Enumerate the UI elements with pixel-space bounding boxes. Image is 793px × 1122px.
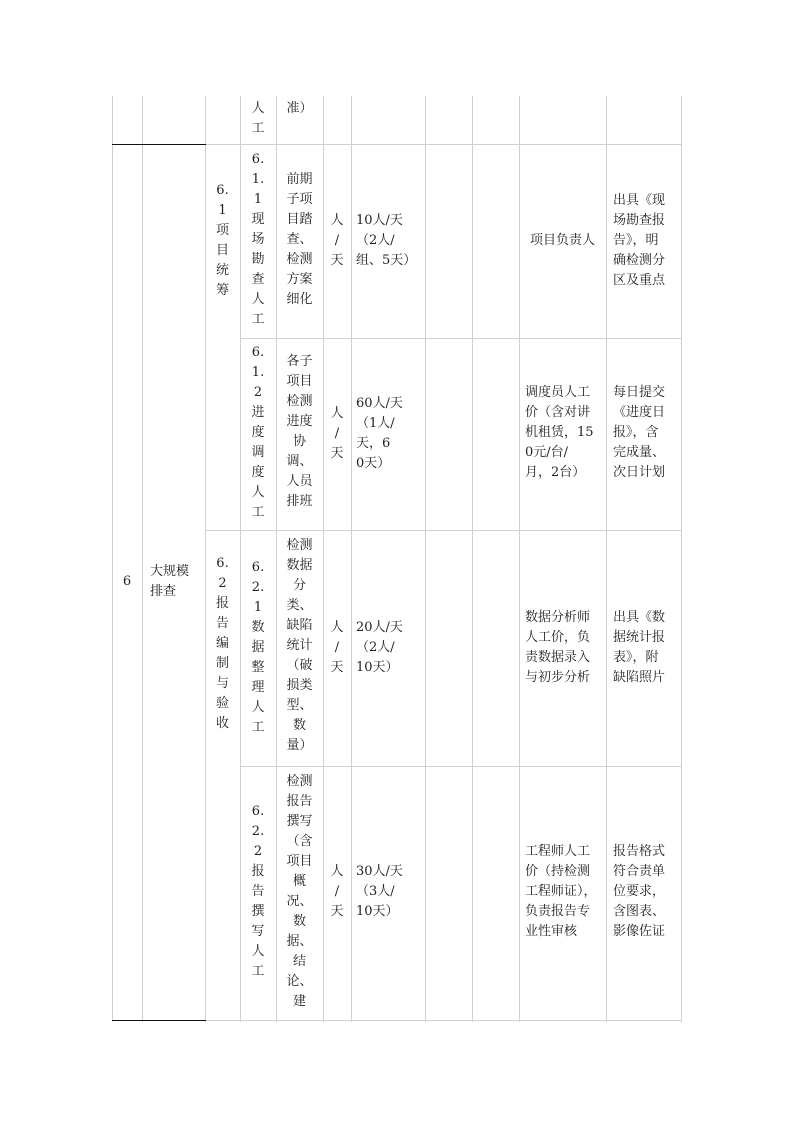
col-divider [112,96,113,1022]
cell-text: 编 [215,636,229,651]
cell-text: 概 [292,874,306,889]
remark-cell [613,608,681,688]
cell-text: 目 [215,243,229,258]
cell-text: 工程师人工 [525,844,591,859]
qty-cell [356,618,425,678]
cell-text: 结 [292,954,306,969]
cell-text: 0天） [356,456,391,471]
cell-text: 人 [251,292,265,307]
cell-text: 6. [216,183,229,198]
cell-text: 告》，明 [613,233,659,248]
cell-text: 理 [251,680,265,695]
cell-text: 进度 [286,414,313,429]
cell-text: 工 [251,505,265,520]
cell-text: 报 [251,864,265,879]
cell-text: 查、 [286,232,313,247]
cell-text: 月，2台） [525,465,586,480]
cell-text: 2 [253,385,263,400]
desc-cell [276,772,323,1012]
cell-text: / [334,884,340,899]
unit-cell [323,862,351,922]
cell-text: 缺陷 [286,618,313,633]
group-seq: 6 [122,574,132,589]
cell-text: 天 [330,660,344,675]
cell-text: 10天） [356,904,399,919]
cell-text: 6. [216,556,229,571]
cell-text: 类、 [286,598,313,613]
cell-text: 20人/天 [356,620,403,635]
cell-text: 人工价，负 [525,630,591,645]
cell-text: 位要求， [613,884,666,899]
cell-text: 含图表、 [613,904,666,919]
cell-text: 1 [218,203,227,218]
cell-text: 0元/台/ [525,445,569,460]
cell-text: 撰写 [286,814,313,829]
cell-text: 项目 [286,374,313,389]
cell-text: 2 [253,844,263,859]
cell-text: 报 [215,596,229,611]
cell-text: 2. [251,580,265,595]
group-name [150,562,205,602]
cell-text: 收 [215,716,229,731]
cell-text: 60人/天 [356,396,403,411]
cell-text: 10天） [356,660,399,675]
cell-text: 人 [330,406,344,421]
cell-text: 前期 [286,172,313,187]
row-divider [205,530,682,531]
cell-text: 表》，附 [613,650,659,665]
cell-text: 符合责单 [613,864,666,879]
cell-text: 方案 [286,272,313,287]
cell-text: 写 [251,924,265,939]
desc-cell [276,352,323,512]
subgroup-project-coordination [205,181,240,301]
desc-cell-partial [276,99,323,119]
cell-text: 出具《现 [613,193,666,208]
cell-text: （2人/ [356,640,395,655]
cell-text: 《进度日 [613,405,666,420]
cell-text: / [334,426,340,441]
cell-text: 6. [251,152,265,167]
cell-text: 责数据录入 [525,650,591,665]
basis-cell [519,231,606,251]
cell-text: 检测 [286,252,313,267]
cell-text: （1人/ [356,416,395,431]
cell-text: 统 [215,263,229,278]
item-cell [240,343,276,523]
cell-text: 1 [253,192,263,207]
cell-text: 场 [251,232,265,247]
cell-text: 数 [251,620,265,635]
cell-text: 报告格式 [613,844,666,859]
cell-text: 人 [330,620,344,635]
cell-text: 损类 [286,678,313,693]
cell-text: 况、 [286,894,313,909]
cell-text: 负责报告专 [525,904,591,919]
item-cell [240,150,276,330]
cell-text: 度 [251,465,265,480]
cell-text: 协 [292,434,306,449]
remark-cell [613,191,681,291]
cell-text: 据统计报 [613,630,666,645]
cell-text: 确检测分 [613,253,666,268]
cell-text: 进 [251,405,265,420]
cell-text: 场勘查报 [613,213,666,228]
cell-text: 天 [330,253,344,268]
cell-text: 撰 [251,904,265,919]
cell-text: 整 [251,660,265,675]
cell-text: 天 [330,446,344,461]
cell-text: （破 [286,658,313,673]
cell-text: 据 [251,640,265,655]
cell-text: 度 [251,425,265,440]
cell-text: 检测 [286,394,313,409]
cell-text: 缺陷照片 [613,670,666,685]
cell-text: 工 [251,312,265,327]
cell-text: 子项 [286,192,313,207]
desc-cell [276,536,323,756]
cell-text: 6. [251,804,265,819]
desc-line: 准） [286,101,313,116]
cell-text: 完成量、 [613,445,666,460]
cell-text: 检测 [286,538,313,553]
cell-text: 次日计划 [613,465,666,480]
cell-text: 10人/天 [356,213,403,228]
row-divider [112,144,206,145]
cell-text: 论、 [286,974,313,989]
cell-text: 筹 [215,283,229,298]
cell-text: 1 [253,600,263,615]
cell-text: 6. [251,560,265,575]
cell-text: 30人/天 [356,864,403,879]
cell-text: 机租赁，15 [525,425,594,440]
cell-text: 各子 [286,354,313,369]
row-divider [206,1020,682,1021]
col-divider [681,96,682,1022]
cell-text: / [334,233,340,248]
cell-text: 统计 [286,638,313,653]
basis-cell [525,608,606,688]
cell-text: 1. [251,172,265,187]
cell-text: 项目 [286,854,313,869]
cell-text: 人 [251,700,265,715]
cell-text: 调、 [286,454,313,469]
basis-cell [525,842,606,942]
row-divider [240,338,682,339]
col-divider [142,96,143,1022]
row-divider [206,144,682,145]
cell-text: 6. [251,345,265,360]
cell-text: 组、5天） [356,253,417,268]
cell-text: 2. [251,824,265,839]
cell-text: 目踏 [286,212,313,227]
cell-text: 调度员人工 [525,385,591,400]
cell-text: 报》，含 [613,425,659,440]
cell-text: 报告 [286,794,313,809]
cell-text: （2人/ [356,233,395,248]
cell-text: 出具《数 [613,610,666,625]
cell-text: 工 [251,720,265,735]
row-divider [240,766,682,767]
cell-text: （3人/ [356,884,395,899]
cell-text: 量） [286,738,313,753]
cell-text: 排查 [150,584,177,599]
cell-text: （含 [286,834,313,849]
cell-text: 影像佐证 [613,924,666,939]
cell-text: 人 [330,213,344,228]
cell-text: 数 [292,718,306,733]
item-char: 人 [251,101,265,116]
col-divider [425,96,426,1022]
cell-text: 验 [215,696,229,711]
qty-cell [356,862,425,922]
cell-text: 1. [251,365,265,380]
cell-text: 分 [292,578,306,593]
cell-text: 数据 [286,558,313,573]
col-divider [351,96,352,1022]
cell-text: 价（持检测 [525,864,591,879]
cell-text: 建 [292,994,306,1009]
cell-text: 数据分析师 [525,610,591,625]
cell-text: 查 [251,272,265,287]
subgroup-report-compile [205,554,240,734]
basis-cell [525,383,606,483]
cell-text: 调 [251,445,265,460]
cell-text: 天 [330,904,344,919]
qty-cell [356,211,425,271]
cell-text: 告 [251,884,265,899]
qty-cell [356,394,425,474]
cell-text: 检测 [286,774,313,789]
row-divider [112,1020,206,1021]
item-cell [240,558,276,738]
remark-cell [613,383,681,483]
col-divider [472,96,473,1022]
cell-text: 项 [215,223,229,238]
desc-cell [276,170,323,310]
cell-text: 天，6 [356,436,391,451]
cell-text: 勘 [251,252,265,267]
cell-text: 区及重点 [613,273,666,288]
cell-text: 业性审核 [525,924,578,939]
cell-text: 告 [215,616,229,631]
cell-text: 每日提交 [613,385,666,400]
item-cell-partial [240,99,276,139]
cell-text: 工程师证）， [525,884,597,899]
cell-text: 项目负责人 [529,233,595,248]
col-divider [606,96,607,1022]
cell-text: 与初步分析 [525,670,591,685]
cell-text: 据、 [286,934,313,949]
cell-text: 细化 [286,292,313,307]
cell-text: 数 [292,914,306,929]
unit-cell [323,211,351,271]
unit-cell [323,404,351,464]
cell-text: 2 [218,576,227,591]
cell-text: 与 [215,676,229,691]
cell-text: 人 [251,485,265,500]
cell-text: 型、 [286,698,313,713]
item-cell [240,802,276,982]
cell-text: 人 [251,944,265,959]
cell-text: 人 [330,864,344,879]
cell-text: 价（含对讲 [525,405,591,420]
cell-text: / [334,640,340,655]
item-char: 工 [251,121,265,136]
unit-cell [323,618,351,678]
cell-text: 排班 [286,494,313,509]
remark-cell [613,842,681,942]
cell-text: 大规模 [150,564,190,579]
cell-text: 现 [251,212,265,227]
cell-text: 制 [215,656,229,671]
cell-text: 人员 [286,474,313,489]
cell-text: 工 [251,964,265,979]
